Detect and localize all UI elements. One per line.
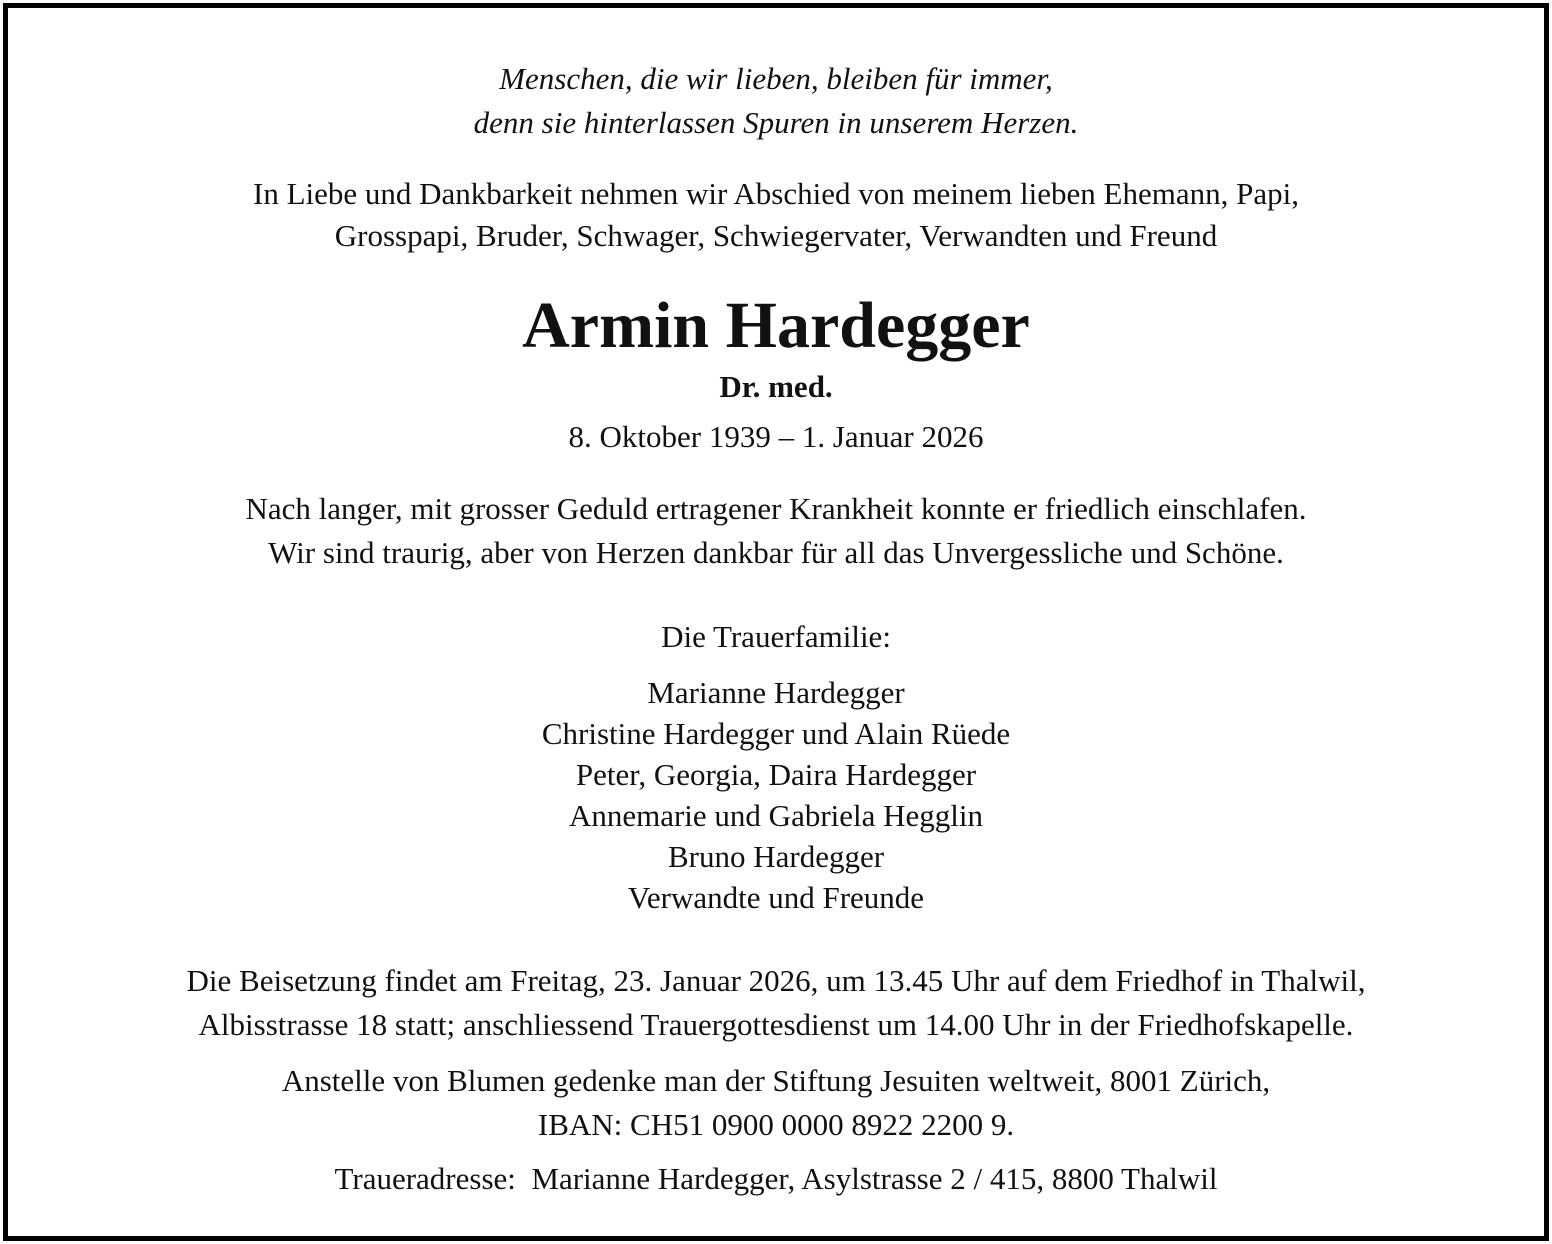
family-member: Peter, Georgia, Daira Hardegger	[575, 757, 977, 792]
donation-line-2: IBAN: CH51 0900 0000 8922 2200 9.	[537, 1107, 1015, 1142]
deceased-name: Armin Hardegger	[522, 289, 1030, 362]
family-member: Verwandte und Freunde	[627, 880, 925, 915]
donation-line-1: Anstelle von Blumen gedenke man der Stiftung Jesuiten weltweit, 8001 Zürich,	[281, 1063, 1271, 1098]
motto-line-2: denn sie hinterlassen Spuren in unserem Herzen.	[473, 105, 1079, 140]
family-member: Annemarie und Gabriela Hegglin	[568, 798, 984, 833]
intro-line-1: In Liebe und Dankbarkeit nehmen wir Abschied von meinem lieben Ehemann, Papi,	[253, 176, 1299, 211]
family-member: Bruno Hardegger	[667, 839, 885, 874]
obituary-frame	[3, 3, 1549, 1241]
deceased-title: Dr. med.	[719, 369, 833, 404]
motto-line-1: Menschen, die wir lieben, bleiben für immer,	[499, 61, 1053, 96]
deceased-dates: 8. Oktober 1939 – 1. Januar 2026	[568, 419, 984, 454]
message-line-2: Wir sind traurig, aber von Herzen dankbar für all das Unvergessliche und Schöne.	[268, 535, 1284, 570]
funeral-line-1: Die Beisetzung findet am Freitag, 23. Januar 2026, um 13.45 Uhr auf dem Friedhof in Thalwil,	[186, 963, 1366, 998]
family-heading: Die Trauerfamilie:	[661, 619, 891, 654]
intro-line-2: Grosspapi, Bruder, Schwager, Schwiegervater, Verwandten und Freund	[334, 218, 1218, 253]
address-line: Traueradresse: Marianne Hardegger, Asylstrasse 2 / 415, 8800 Thalwil	[334, 1161, 1218, 1196]
family-member: Marianne Hardegger	[647, 675, 905, 710]
funeral-line-2: Albisstrasse 18 statt; anschliessend Trauergottesdienst um 14.00 Uhr in der Friedhofskapelle.	[198, 1007, 1354, 1042]
family-member: Christine Hardegger und Alain Rüede	[541, 716, 1011, 751]
message-line-1: Nach langer, mit grosser Geduld ertragener Krankheit konnte er friedlich einschlafen.	[245, 491, 1307, 526]
